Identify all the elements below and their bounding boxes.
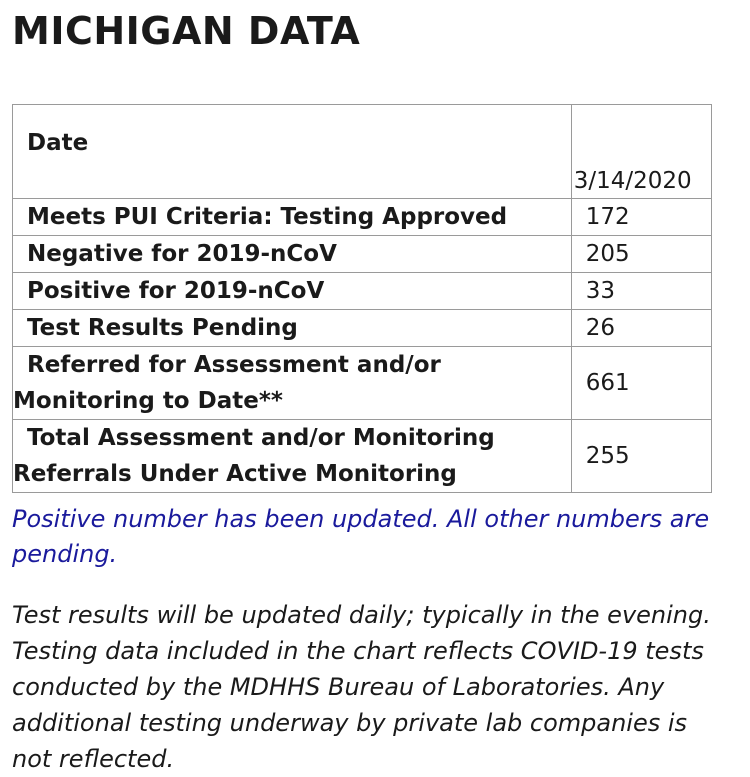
row-label-active-monitoring: Total Assessment and/or Monitoring Referrals Under Active Monitoring <box>13 420 572 493</box>
row-label-testing-approved: Meets PUI Criteria: Testing Approved <box>13 199 572 236</box>
row-value-active-monitoring: 255 <box>571 420 711 493</box>
table-row <box>13 347 712 420</box>
table-row <box>13 420 712 493</box>
table-row <box>13 236 712 273</box>
row-value-positive: 33 <box>571 273 711 310</box>
row-value-negative: 205 <box>571 236 711 273</box>
table-header-row <box>13 105 712 199</box>
testing-disclaimer: Test results will be updated daily; typically in the evening. Testing data included in the chart reflects COVID-19 tests conducted by the MDHHS Bureau of Laboratories. Any additional testing underway by private lab companies is not reflected. <box>12 601 711 773</box>
update-note: Positive number has been updated. All other numbers are pending. <box>12 505 710 568</box>
row-label-pending: Test Results Pending <box>13 310 572 347</box>
date-value: 3/14/2020 <box>571 105 711 199</box>
row-value-referred: 661 <box>571 347 711 420</box>
date-label: Date <box>13 105 572 199</box>
table-row <box>13 310 712 347</box>
row-label-referred: Referred for Assessment and/or Monitoring to Date** <box>13 347 572 420</box>
table-row <box>13 199 712 236</box>
row-value-testing-approved: 172 <box>571 199 711 236</box>
michigan-data-table <box>12 104 712 493</box>
row-label-negative: Negative for 2019-nCoV <box>13 236 572 273</box>
page-title: MICHIGAN DATA <box>12 9 361 53</box>
row-label-positive: Positive for 2019-nCoV <box>13 273 572 310</box>
table-row <box>13 273 712 310</box>
row-value-pending: 26 <box>571 310 711 347</box>
